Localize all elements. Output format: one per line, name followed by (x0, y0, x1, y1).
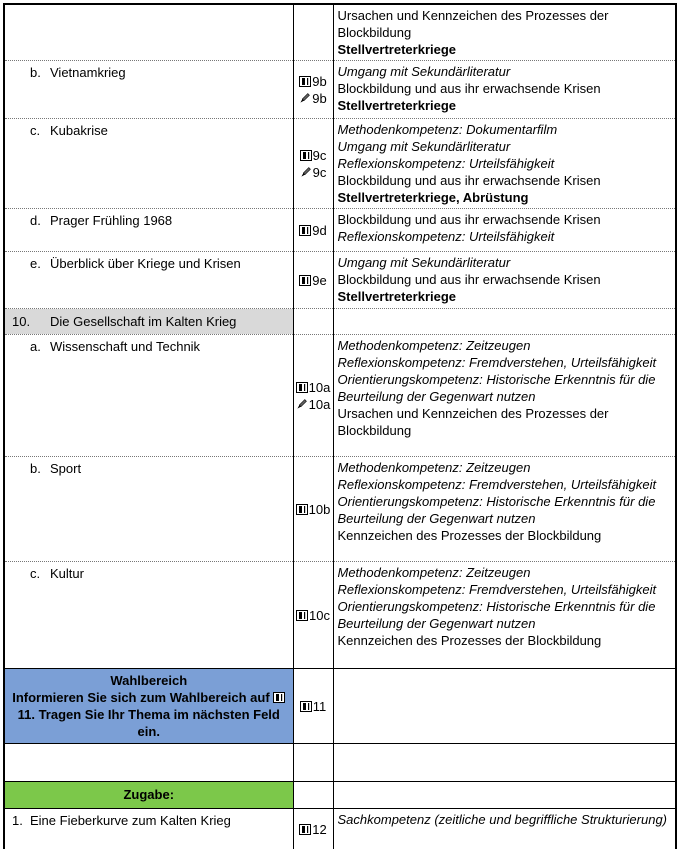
list-marker: c. (30, 123, 41, 138)
competency-line: Methodenkompetenz: Zeitzeugen (337, 460, 531, 475)
competency-line: Umgang mit Sekundärliteratur (337, 255, 511, 270)
desc-cell (333, 457, 676, 562)
competency-line: Methodenkompetenz: Dokumentarfilm (337, 122, 558, 137)
refs-cell (293, 309, 333, 335)
screen-icon (300, 701, 312, 712)
content-line: Kennzeichen des Prozesses der Blockbildung (337, 528, 602, 543)
pencil-ref-9b[interactable] (295, 90, 332, 107)
topic-label: Sport (50, 461, 82, 476)
refs-cell (293, 4, 333, 61)
table-row-kultur (4, 562, 676, 669)
topic-label: Vietnamkrieg (50, 65, 126, 80)
pencil-icon (299, 92, 311, 104)
competency-line: Reflexionskompetenz: Fremdverstehen, Urteilsfähigkeit (337, 582, 657, 597)
ref-label: 10b (308, 501, 331, 517)
ref-label: 9e (312, 272, 327, 288)
keyword-line: Stellvertreterkriege (337, 98, 457, 113)
competency-line: Orientierungskompetenz: Historische Erkenntnis für die Beurteilung der Gegenwart nutzen (337, 599, 656, 631)
refs-cell (293, 61, 333, 119)
list-marker: e. (30, 256, 41, 271)
competency-line: Umgang mit Sekundärliteratur (337, 139, 511, 154)
ref-label: 9b (312, 90, 327, 106)
wahlbereich-instruction: Informieren Sie sich zum Wahlbereich auf 11. Tragen Sie Ihr Thema im nächsten Feld ein. (8, 689, 290, 740)
table-row-vietnamkrieg (4, 61, 676, 119)
pencil-ref-10a[interactable] (295, 396, 332, 413)
desc-cell (333, 252, 676, 309)
refs-cell (293, 252, 333, 309)
ref-label: 10c (309, 607, 330, 623)
topic-label: Eine Fieberkurve zum Kalten Krieg (30, 813, 231, 828)
wahlbereich-title: Wahlbereich (110, 673, 188, 688)
list-marker: 1. (12, 813, 23, 828)
topic-label: Kultur (50, 566, 84, 581)
pencil-icon (300, 166, 312, 178)
video-ref-12[interactable] (295, 821, 332, 838)
video-ref-10b[interactable] (295, 501, 332, 518)
table-row-wahlbereich (4, 669, 676, 744)
desc-cell (333, 782, 676, 809)
desc-cell (333, 335, 676, 457)
list-marker: a. (30, 339, 41, 354)
video-ref-9c[interactable] (295, 147, 332, 164)
keyword-line: Stellvertreterkriege, Abrüstung (337, 190, 529, 205)
list-marker: c. (30, 566, 41, 581)
video-ref-10a[interactable] (295, 379, 332, 396)
ref-label: 9c (312, 147, 327, 163)
refs-cell (293, 782, 333, 809)
video-ref-9d[interactable] (295, 222, 332, 239)
ref-label: 9d (312, 222, 327, 238)
refs-cell (293, 562, 333, 669)
pencil-ref-9c[interactable] (295, 164, 332, 181)
desc-cell (333, 4, 676, 61)
topic-label: Überblick über Kriege und Krisen (50, 256, 241, 271)
desc-cell (333, 669, 676, 744)
ref-label: 12 (312, 822, 327, 838)
competency-line: Umgang mit Sekundärliteratur (337, 64, 511, 79)
video-ref-10c[interactable] (295, 607, 332, 624)
desc-cell (333, 562, 676, 669)
desc-cell (333, 309, 676, 335)
topic-cell (4, 209, 293, 252)
refs-cell (293, 669, 333, 744)
section-number: 10. (12, 314, 31, 329)
table-row-section-10 (4, 309, 676, 335)
video-ref-11[interactable] (295, 698, 332, 715)
screen-icon (299, 225, 311, 236)
table-row-wissenschaft-technik (4, 335, 676, 457)
screen-icon (299, 824, 311, 835)
curriculum-table (3, 3, 677, 849)
content-line: Blockbildung und aus ihr erwachsende Krisen (337, 212, 601, 227)
refs-cell (293, 809, 333, 849)
table-row-sport (4, 457, 676, 562)
table-row-ueberblick (4, 252, 676, 309)
competency-line: Reflexionskompetenz: Fremdverstehen, Urteilsfähigkeit (337, 355, 657, 370)
video-ref-9b[interactable] (295, 73, 332, 90)
section-header (4, 309, 293, 335)
topic-entry-cell[interactable] (4, 744, 293, 782)
desc-cell (333, 809, 676, 849)
screen-icon (300, 150, 312, 161)
ref-label: 11 (312, 698, 327, 714)
table-row-empty-entry (4, 744, 676, 782)
topic-cell (4, 457, 293, 562)
content-line: Blockbildung und aus ihr erwachsende Krisen (337, 272, 601, 287)
topic-cell (4, 562, 293, 669)
keyword-line: Stellvertreterkriege (337, 42, 457, 57)
pencil-icon (296, 398, 308, 410)
refs-cell (293, 119, 333, 209)
refs-cell (293, 457, 333, 562)
table-row-continuation (4, 4, 676, 61)
competency-line: Reflexionskompetenz: Fremdverstehen, Urteilsfähigkeit (337, 477, 657, 492)
screen-icon (299, 76, 311, 87)
zugabe-banner: Zugabe: (4, 782, 293, 809)
refs-cell (293, 744, 333, 782)
topic-cell (4, 809, 293, 849)
video-ref-9e[interactable] (295, 272, 332, 289)
ref-label: 9c (312, 164, 327, 180)
desc-cell (333, 119, 676, 209)
content-line: Ursachen und Kennzeichen des Prozesses der Blockbildung (337, 8, 609, 40)
content-line: Ursachen und Kennzeichen des Prozesses der Blockbildung (337, 406, 609, 438)
screen-icon (299, 275, 311, 286)
competency-line: Orientierungskompetenz: Historische Erkenntnis für die Beurteilung der Gegenwart nutzen (337, 494, 656, 526)
ref-label: 10a (308, 379, 331, 395)
desc-cell (333, 209, 676, 252)
topic-cell (4, 119, 293, 209)
list-marker: b. (30, 461, 41, 476)
content-line: Blockbildung und aus ihr erwachsende Krisen (337, 81, 601, 96)
refs-cell (293, 335, 333, 457)
desc-cell (333, 744, 676, 782)
keyword-line: Stellvertreterkriege (337, 289, 457, 304)
screen-icon (296, 504, 308, 515)
table-row-fieberkurve (4, 809, 676, 849)
content-line: Blockbildung und aus ihr erwachsende Krisen (337, 173, 601, 188)
topic-label: Wissenschaft und Technik (50, 339, 201, 354)
competency-line: Methodenkompetenz: Zeitzeugen (337, 565, 531, 580)
topic-cell (4, 61, 293, 119)
topic-cell (4, 335, 293, 457)
table-row-zugabe (4, 782, 676, 809)
competency-line: Sachkompetenz (zeitliche und begriffliche Strukturierung) (337, 812, 668, 827)
desc-cell (333, 61, 676, 119)
topic-label: Kubakrise (50, 123, 108, 138)
screen-icon (273, 692, 285, 703)
list-marker: b. (30, 65, 41, 80)
ref-label: 10a (308, 396, 331, 412)
topic-cell (4, 252, 293, 309)
table-row-prager-fruehling (4, 209, 676, 252)
video-ref-inline[interactable] (273, 690, 285, 705)
competency-line: Reflexionskompetenz: Urteilsfähigkeit (337, 156, 555, 171)
competency-line: Reflexionskompetenz: Urteilsfähigkeit (337, 229, 555, 244)
screen-icon (296, 610, 308, 621)
screen-icon (296, 382, 308, 393)
competency-line: Orientierungskompetenz: Historische Erkenntnis für die Beurteilung der Gegenwart nutzen (337, 372, 656, 404)
topic-cell (4, 4, 293, 61)
competency-line: Methodenkompetenz: Zeitzeugen (337, 338, 531, 353)
ref-label: 9b (312, 73, 327, 89)
refs-cell (293, 209, 333, 252)
content-line: Kennzeichen des Prozesses der Blockbildung (337, 633, 602, 648)
list-marker: d. (30, 213, 41, 228)
table-row-kubakrise (4, 119, 676, 209)
topic-label: Prager Frühling 1968 (50, 213, 173, 228)
section-title: Die Gesellschaft im Kalten Krieg (50, 314, 237, 329)
wahlbereich-banner (4, 669, 293, 744)
